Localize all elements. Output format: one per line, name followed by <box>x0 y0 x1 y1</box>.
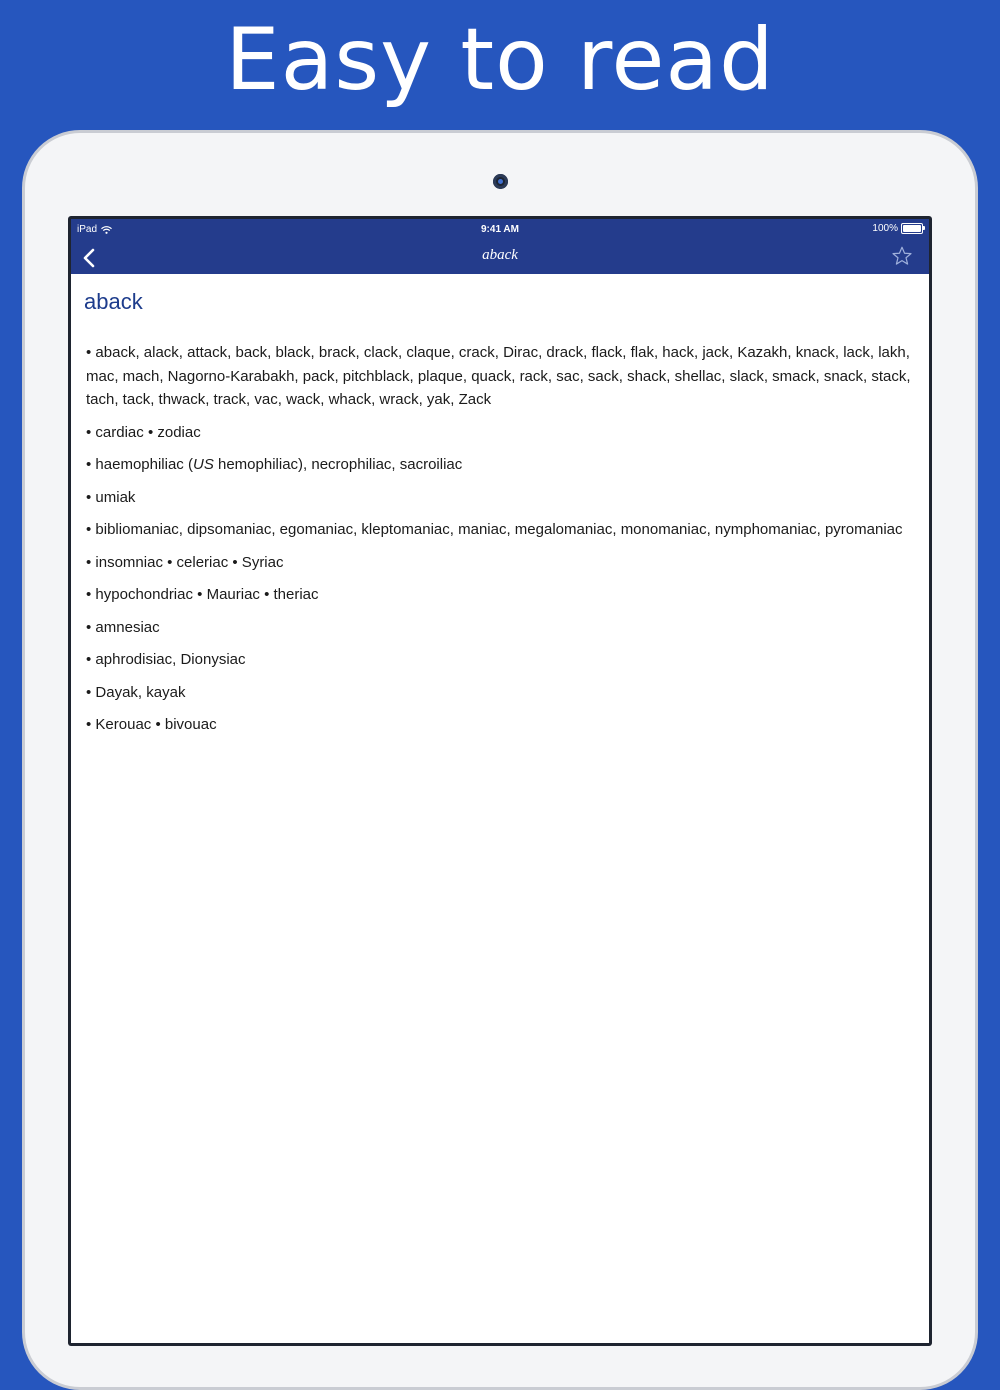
region-label: US <box>192 456 214 473</box>
status-time: 9:41 AM <box>481 224 519 235</box>
battery-icon <box>901 223 923 234</box>
rhyme-text: • haemophiliac ( <box>86 456 193 473</box>
rhyme-group <box>86 453 920 477</box>
rhyme-group: • bibliomaniac, dipsomaniac, egomaniac, kleptomaniac, maniac, megalomaniac, monomaniac, nymphomaniac, pyromaniac <box>86 521 903 538</box>
star-outline-icon <box>891 245 913 267</box>
rhyme-group: • aphrodisiac, Dionysiac <box>86 651 246 668</box>
battery-percent: 100% <box>872 223 898 234</box>
favorite-button[interactable] <box>891 245 915 269</box>
rhyme-group: • insomniac • celeriac • Syriac <box>86 553 284 571</box>
status-right <box>872 223 923 234</box>
entry-headword: aback <box>84 289 143 314</box>
app-window <box>71 219 929 1343</box>
device-label: iPad <box>77 224 98 235</box>
ipad-screen <box>68 216 932 1346</box>
rhyme-group: • umiak <box>86 488 136 506</box>
entry-content <box>84 279 920 746</box>
nav-title: aback <box>482 247 518 263</box>
rhyme-group: • Dayak, kayak <box>86 683 186 701</box>
rhyme-group: • Kerouac • bivouac <box>86 716 217 733</box>
rhyme-group: • amnesiac <box>86 618 160 636</box>
rhyme-text: hemophiliac), necrophiliac, sacroiliac <box>213 456 463 473</box>
status-bar <box>71 219 929 239</box>
promo-headline: Easy to read <box>225 10 775 110</box>
rhyme-group: • cardiac • zodiac <box>86 423 201 441</box>
navigation-bar <box>71 219 929 274</box>
rhyme-group: • hypochondriac • Mauriac • theriac <box>86 586 319 603</box>
rhyme-group: • aback, alack, attack, back, black, brack, clack, claque, crack, Dirac, drack, flack, flak, hack, jack, Kazakh, knack, lack, lakh, mac, mach, Nagorno-Karabakh, pack, pitchblack, plaque, quack, rack, sac, sack, shack, shellac, slack, smack, snack, stack, tach, tack, thwack, track, vac, wack, whack, wrack, yak, Zack <box>86 344 911 408</box>
camera-icon <box>493 174 508 189</box>
